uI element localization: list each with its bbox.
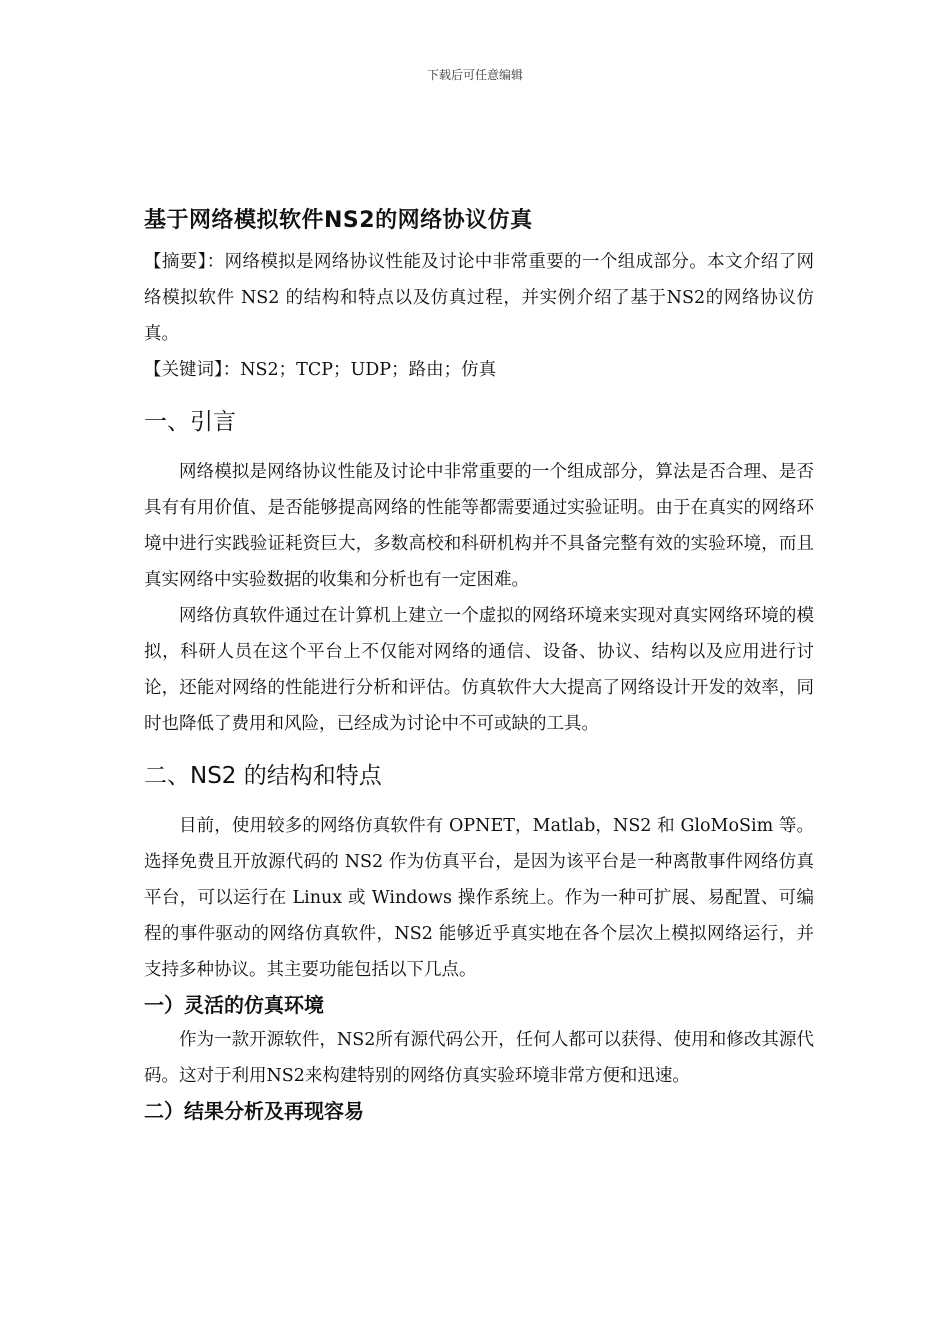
paragraph: 网络模拟是网络协议性能及讨论中非常重要的一个组成部分，算法是否合理、是否具有有用价值、是否能够提高网络的性能等都需要通过实验证明。由于在真实的网络环境中进行实践验证耗资巨大，多数高校和科研机构并不具备完整有效的实验环境，而且真实网络中实验数据的收集和分析也有一定困难。: [144, 462, 814, 590]
subsection-heading: 一）灵活的仿真环境: [144, 993, 324, 1017]
abstract: 【摘要】：网络模拟是网络协议性能及讨论中非常重要的一个组成部分。本文介绍了网络模拟软件 NS2 的结构和特点以及仿真过程，并实例介绍了基于NS2的网络协议仿真。: [144, 252, 814, 344]
section-heading-ns2-structure: 二、NS2 的结构和特点: [144, 763, 382, 789]
document-body: [144, 204, 814, 1128]
paragraph: 目前，使用较多的网络仿真软件有 OPNET，Matlab，NS2 和 GloMoSim 等。选择免费且开放源代码的 NS2 作为仿真平台，是因为该平台是一种离散事件网络仿真平台，可以运行在 Linux 或 Windows 操作系统上。作为一种可扩展、易配置、可编程的事件驱动的网络仿真软件，NS2 能够近乎真实地在各个层次上模拟网络运行，并支持多种协议。其主要功能包括以下几点。: [144, 816, 814, 980]
document-title: 基于网络模拟软件NS2的网络协议仿真: [144, 208, 533, 233]
subsection-heading: 二）结果分析及再现容易: [144, 1099, 364, 1123]
keywords: 【关键词】：NS2；TCP；UDP；路由；仿真: [144, 360, 497, 380]
paragraph: 网络仿真软件通过在计算机上建立一个虚拟的网络环境来实现对真实网络环境的模拟，科研人员在这个平台上不仅能对网络的通信、设备、协议、结构以及应用进行讨论，还能对网络的性能进行分析和评估。仿真软件大大提高了网络设计开发的效率，同时也降低了费用和风险，已经成为讨论中不可或缺的工具。: [144, 606, 814, 734]
header-note: 下载后可任意编辑: [426, 68, 523, 82]
paragraph: 作为一款开源软件，NS2所有源代码公开，任何人都可以获得、使用和修改其源代码。这对于利用NS2来构建特别的网络仿真实验环境非常方便和迅速。: [144, 1030, 814, 1086]
section-heading-introduction: 一、引言: [144, 409, 236, 435]
